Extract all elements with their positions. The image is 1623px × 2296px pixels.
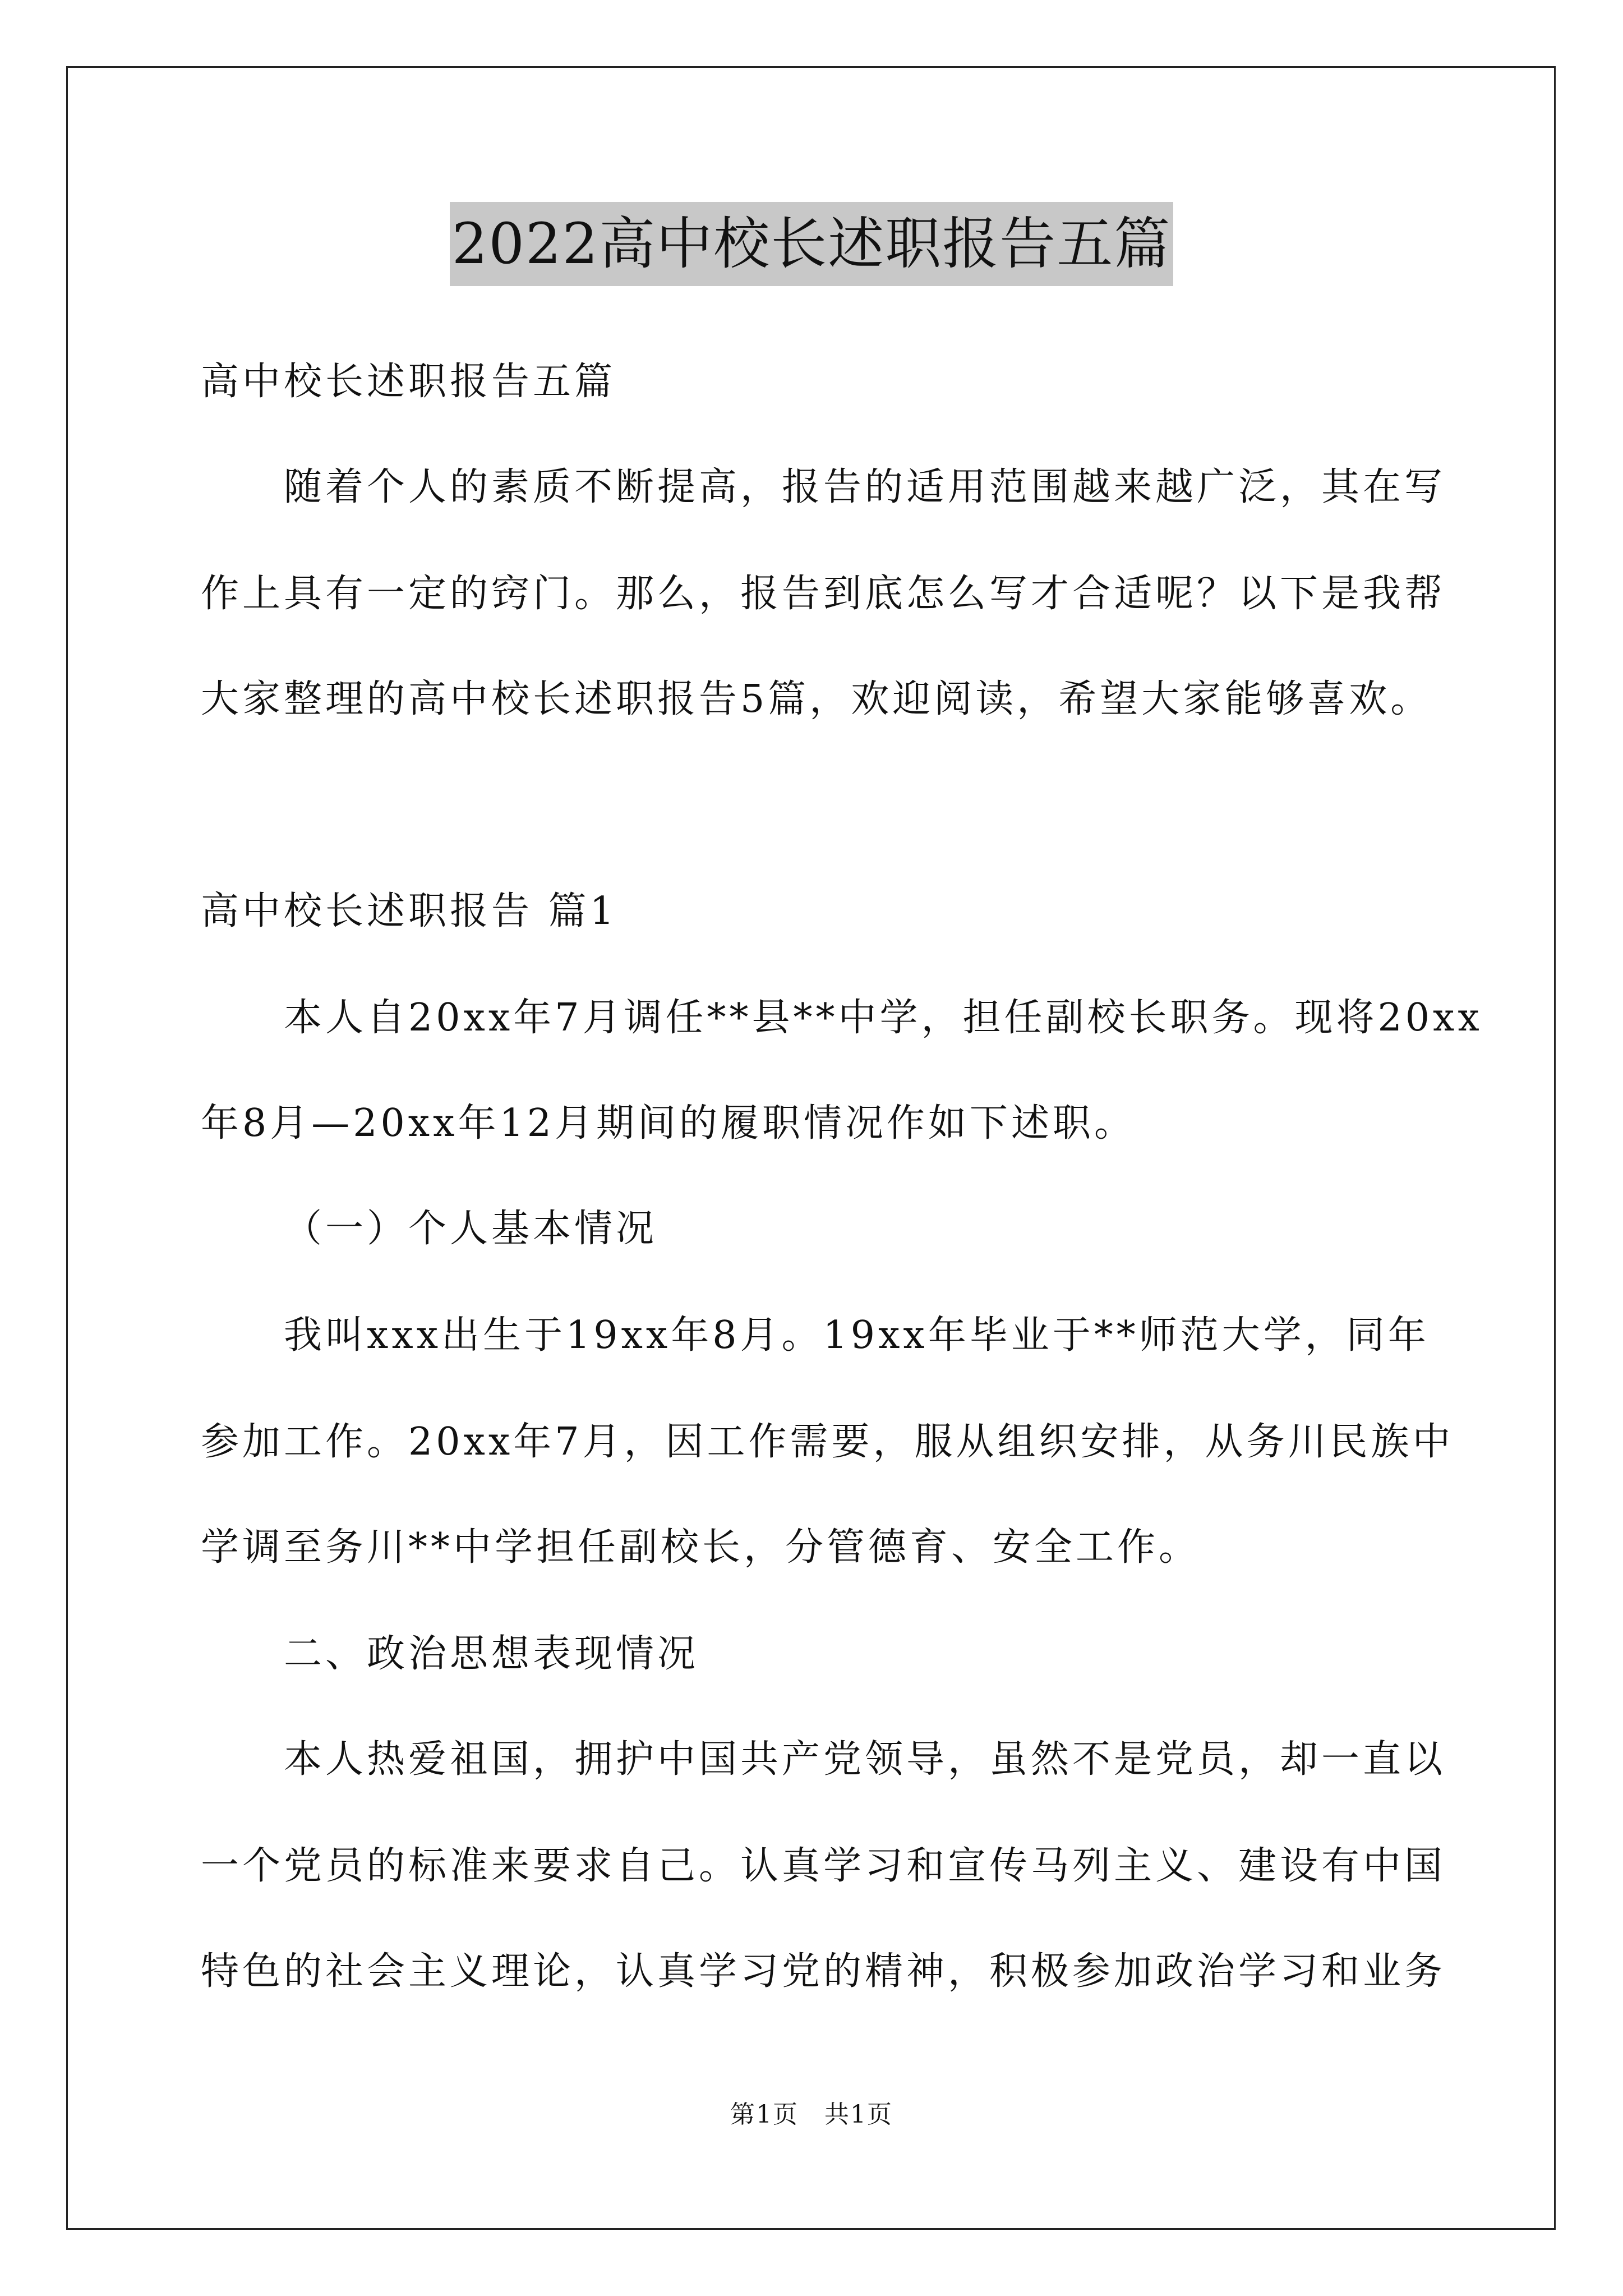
page-total: 共1页 bbox=[824, 2100, 893, 2129]
paragraph-line: 学调至务川**中学担任副校长，分管德育、安全工作。 bbox=[201, 1525, 1201, 1570]
paragraph-line: 作上具有一定的窍门。那么，报告到底怎么写才合适呢？以下是我帮 bbox=[201, 572, 1446, 616]
section-heading: 高中校长述职报告 篇1 bbox=[201, 889, 617, 933]
title-container bbox=[0, 202, 1623, 286]
paragraph-line: 本人热爱祖国，拥护中国共产党领导，虽然不是党员，却一直以 bbox=[284, 1737, 1446, 1782]
page-number: 第1页 bbox=[730, 2100, 799, 2129]
paragraph-line: 一个党员的标准来要求自己。认真学习和宣传马列主义、建设有中国 bbox=[201, 1844, 1446, 1888]
paragraph-line: 特色的社会主义理论，认真学习党的精神，积极参加政治学习和业务 bbox=[201, 1949, 1446, 1994]
subsection-heading: （一）个人基本情况 bbox=[284, 1207, 658, 1251]
paragraph-line: 本人自20xx年7月调任**县**中学，担任副校长职务。现将20xx bbox=[284, 996, 1483, 1040]
paragraph-line: 年8月—20xx年12月期间的履职情况作如下述职。 bbox=[201, 1101, 1136, 1145]
paragraph-line: 随着个人的素质不断提高，报告的适用范围越来越广泛，其在写 bbox=[284, 465, 1446, 509]
paragraph-line: 我叫xxx出生于19xx年8月。19xx年毕业于**师范大学，同年 bbox=[284, 1313, 1430, 1358]
paragraph-line: 参加工作。20xx年7月，因工作需要，服从组织安排，从务川民族中 bbox=[201, 1420, 1454, 1464]
document-title: 2022高中校长述职报告五篇 bbox=[450, 202, 1174, 286]
doc-subtitle: 高中校长述职报告五篇 bbox=[201, 360, 616, 404]
subsection-heading: 二、政治思想表现情况 bbox=[284, 1632, 699, 1676]
paragraph-line: 大家整理的高中校长述职报告5篇，欢迎阅读，希望大家能够喜欢。 bbox=[201, 677, 1432, 721]
page-footer bbox=[0, 2098, 1623, 2132]
